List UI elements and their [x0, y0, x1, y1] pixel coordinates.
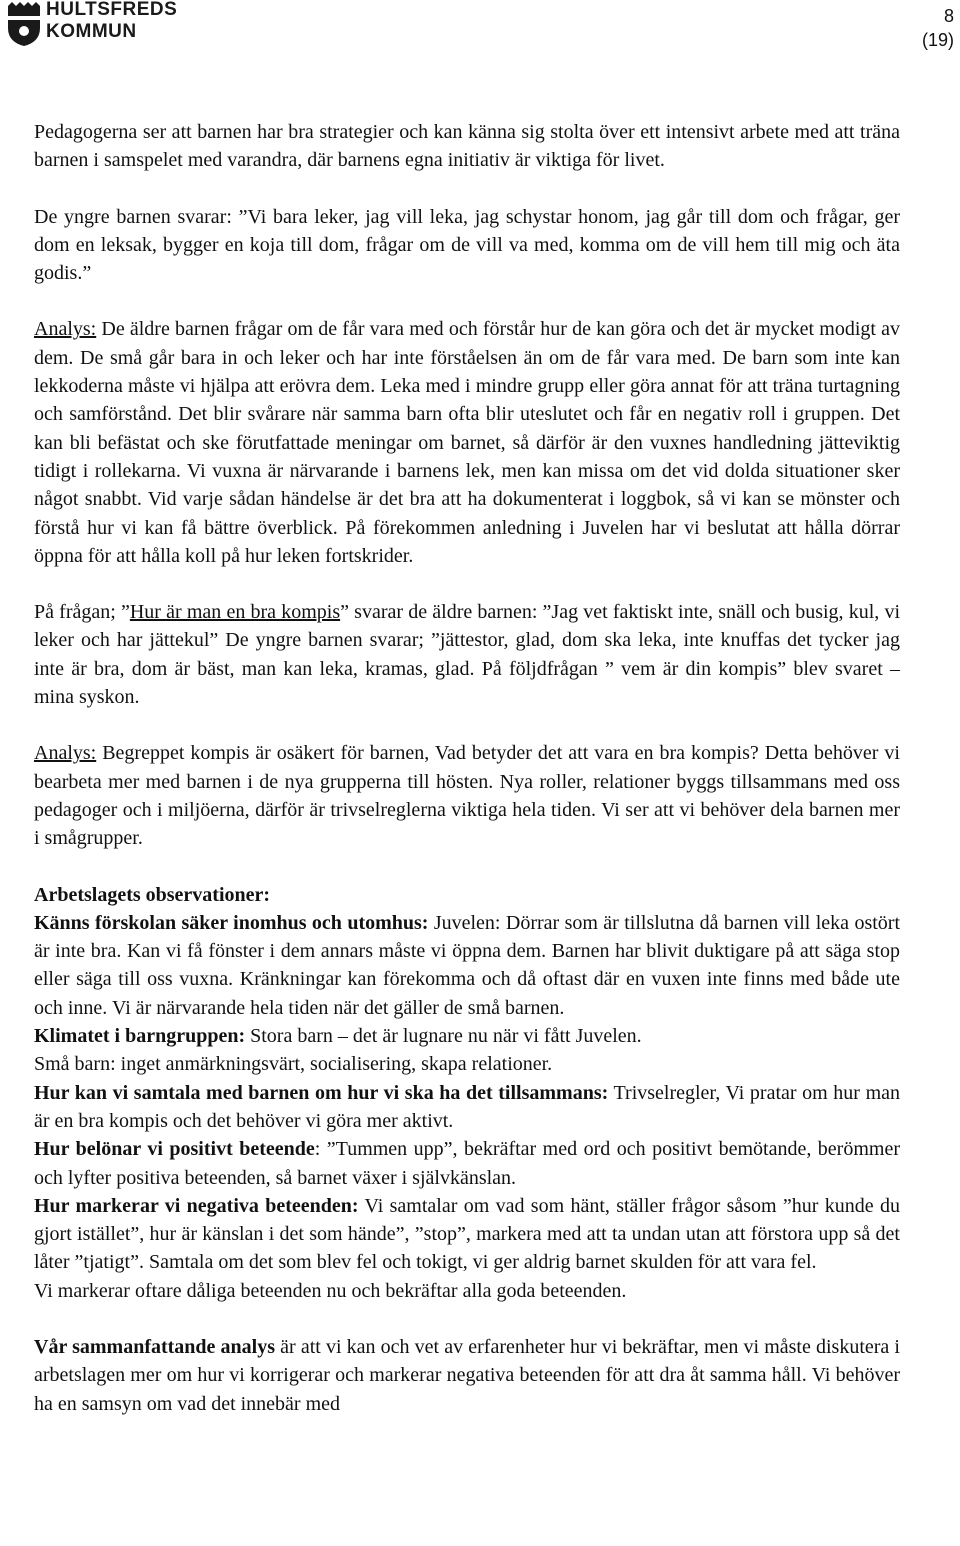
observations-heading: Arbetslagets observationer: [34, 883, 271, 906]
document-body [34, 118, 900, 1418]
analysis-text: Begreppet kompis är osäkert för barnen, Vad betyder det att vara en bra kompis? Detta behöver vi bearbeta mer med barnen i de nya grupperna till hösten. Nya roller, relationer byggs tillsammans med oss pedagoger och i miljöerna, därför är trivselreglerna viktiga hela tiden. Vi ser att vi behöver dela barnen mer i smågrupper. [34, 742, 900, 850]
observation-text: Stora barn – det är lugnare nu när vi fått Juvelen. [245, 1025, 642, 1048]
observation-label: Hur belönar vi positivt beteende [34, 1138, 315, 1161]
analysis-label: Analys: [34, 742, 97, 765]
question-underlined: Hur är man en bra kompis [129, 601, 341, 624]
observation-label: Känns förskolan säker inomhus och utomhus: [34, 911, 429, 934]
observation-label: Klimatet i barngruppen: [34, 1025, 246, 1048]
observation-text: Juvelen: Dörrar som är tillslutna då barnen vill leka ostört är inte bra. Kan vi få fönster i dem annars måste vi öppna dem. Barnen har blivit duktigare på att säga stop eller säga till oss vuxna. Kränkningar kan förekomma och då oftast där en vuxen inte finns med både ute och inne. Vi är närvarande hela tiden när det gäller de små barnen. [34, 911, 900, 1019]
observation-negative [34, 1192, 900, 1277]
page-number-block [922, 4, 954, 52]
observation-marking: Vi markerar oftare dåliga beteenden nu och bekräftar alla goda beteenden. [34, 1279, 627, 1302]
analysis-label: Analys: [34, 318, 97, 341]
observation-climate [34, 1022, 900, 1050]
observation-label: Hur kan vi samtala med barnen om hur vi ska ha det tillsammans: [34, 1081, 609, 1104]
paragraph-strategies: Pedagogerna ser att barnen har bra strategier och kan känna sig stolta över ett intensivt arbete med att träna barnen i samspelet med varandra, där barnens egna initiativ är viktiga för livet. [34, 121, 900, 172]
municipality-logo [4, 0, 194, 50]
paragraph-younger-children: De yngre barnen svarar: ”Vi bara leker, jag vill leka, jag schystar honom, jag går till dom och frågar, ger dom en leksak, bygger en koja till dom, frågar om de vill va med, komma om de vill hem till mig och äta godis.” [34, 205, 900, 285]
observation-safety [34, 909, 900, 1022]
summary-text: är att vi kan och vet av erfarenheter hur vi bekräftar, men vi måste diskutera i arbetslagen mer om hur vi korrigerar och markerar negativa beteenden för att dra åt samma håll. Vi behöver ha en samsyn om vad det innebär med [34, 1335, 900, 1415]
page-number: 8 [943, 6, 954, 26]
paragraph-analysis-2 [34, 739, 900, 852]
page-total: (19) [921, 30, 954, 50]
paragraph-summary [34, 1333, 900, 1418]
logo-line-2: KOMMUN [46, 21, 137, 42]
question-answers: ” svarar de äldre barnen: ”Jag vet faktiskt inte, snäll och busig, kul, vi leker och har jättekul” De yngre barnen svarar; ”jättestor, glad, dom ska leka, inte knuffas det tycker jag inte är bra, dom är bäst, man kan leka, kramas, glad. På följdfrågan ” vem är din kompis” blev svaret – mina syskon. [34, 601, 900, 709]
question-intro: På frågan; ” [34, 601, 130, 624]
analysis-text: De äldre barnen frågar om de får vara med och förstår hur de kan göra och det är mycket modigt av dem. De små går bara in och leker och har inte förståelsen än om de får vara med. De barn som inte kan lekkoderna måste vi hjälpa att erövra dem. Leka med i mindre grupp eller göra annat för att träna turtagning och samförstånd. Det blir svårare när samma barn ofta blir uteslutet och får en negativ roll i gruppen. Det kan bli befästat och ske förutfattade meningar om barnet, så därför är den vuxnes handledning jätteviktig tidigt i rollekarna. Vi vuxna är närvarande i barnens lek, men kan missa om det vid dolda situationer sker något snabbt. Vid varje sådan händelse är det bra att ha dokumenterat i loggbok, så vi kan se mönster och förstå hur vi kan få bättre överblick. På förekommen anledning i Juvelen har vi beslutat att hålla dörrar öppna för att hålla koll på hur leken fortskrider. [34, 318, 900, 567]
observation-conversation [34, 1079, 900, 1136]
observation-small-children: Små barn: inget anmärkningsvärt, socialisering, skapa relationer. [34, 1053, 553, 1076]
crown-logo-icon [6, 2, 42, 46]
paragraph-analysis-1 [34, 315, 900, 570]
observation-label: Hur markerar vi negativa beteenden: [34, 1194, 359, 1217]
paragraph-friend-question [34, 598, 900, 711]
logo-line-1: HULTSFREDS [46, 0, 178, 20]
logo-wordmark [46, 0, 177, 43]
summary-label: Vår sammanfattande analys [34, 1335, 276, 1358]
observation-text: Trivselregler, Vi pratar om hur man är en bra kompis och det behöver vi göra mer aktivt. [34, 1081, 900, 1132]
observation-text: Vi samtalar om vad som hänt, ställer frågor såsom ”hur kunde du gjort istället”, hur är känslan i det som hände”, ”stop”, markera med att ta undan utan att förstora upp så det låter ”tjatigt”. Samtala om det som blev fel och tokigt, vi ger aldrig barnet skulden för att vara fel. [34, 1194, 900, 1274]
observation-text: : ”Tummen upp”, bekräftar med ord och positivt bemötande, berömmer och lyfter positiva beteenden, så barnet växer i självkänslan. [34, 1138, 900, 1189]
observation-positive [34, 1135, 900, 1192]
